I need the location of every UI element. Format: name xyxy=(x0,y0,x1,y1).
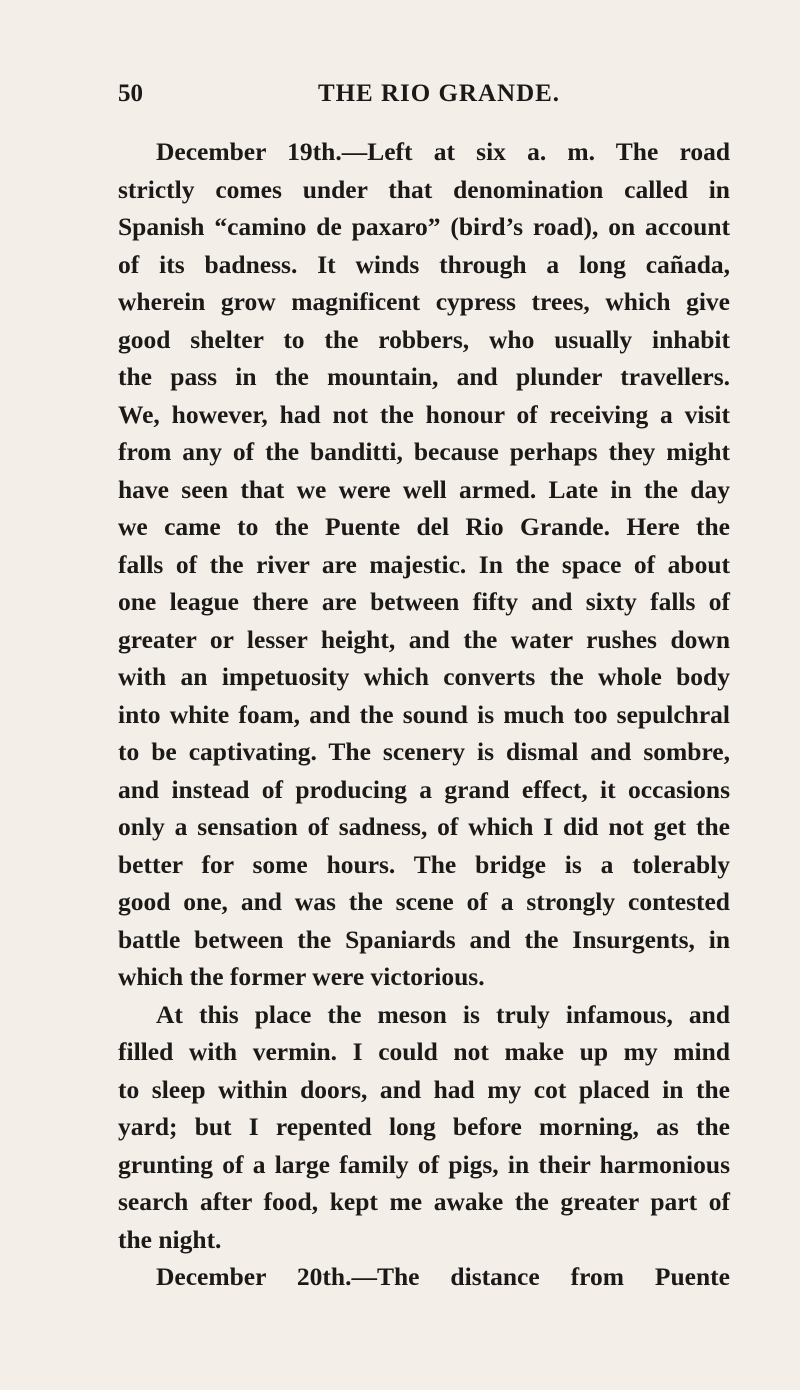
text-line: wherein grow magnificent cypress trees, which give xyxy=(118,287,730,316)
text-line: better for some hours. The bridge is a tolerably xyxy=(118,849,730,879)
text-line: from any of the banditti, because perhaps they might xyxy=(118,437,730,466)
text-line: December 19th.—Left at six a. m. The road xyxy=(156,137,730,166)
text-line: the pass in the mountain, and plunder travellers. xyxy=(118,362,730,391)
text-line: good shelter to the robbers, who usually inhabit xyxy=(118,324,730,354)
text-line: December 20th.—The distance from Puente xyxy=(156,1262,730,1291)
text-line: At this place the meson is truly infamous, and xyxy=(156,999,730,1029)
text-line: We, however, had not the honour of receiving a visit xyxy=(118,399,730,429)
text-line: have seen that we were well armed. Late in the day xyxy=(118,474,730,504)
text-line: only a sensation of sadness, of which I did not get the xyxy=(118,812,730,841)
text-line: strictly comes under that denomination called in xyxy=(118,174,730,204)
text-line: to sleep within doors, and had my cot placed in the xyxy=(118,1074,730,1104)
text-line: the night. xyxy=(118,1224,222,1254)
text-line: good one, and was the scene of a strongly contested xyxy=(118,887,730,916)
running-header xyxy=(118,80,730,120)
text-line: battle between the Spaniards and the Insurgents, in xyxy=(118,924,730,954)
text-line: yard; but I repented long before morning, as the xyxy=(118,1112,730,1141)
text-line: we came to the Puente del Rio Grande. Here the xyxy=(118,512,730,541)
text-line: Spanish “camino de paxaro” (bird’s road), on account xyxy=(118,212,730,241)
text-line: into white foam, and the sound is much too sepulchral xyxy=(118,699,730,729)
text-line: greater or lesser height, and the water rushes down xyxy=(118,624,730,654)
text-line: one league there are between fifty and sixty falls of xyxy=(118,587,730,616)
text-line: to be captivating. The scenery is dismal and sombre, xyxy=(118,737,730,766)
text-line: search after food, kept me awake the greater part of xyxy=(118,1187,730,1216)
text-line: falls of the river are majestic. In the space of about xyxy=(118,549,730,579)
text-line: grunting of a large family of pigs, in their harmonious xyxy=(118,1149,730,1179)
text-line: filled with vermin. I could not make up my mind xyxy=(118,1037,730,1066)
text-line: which the former were victorious. xyxy=(118,962,485,991)
text-line: with an impetuosity which converts the whole body xyxy=(118,662,730,691)
page-number: 50 xyxy=(118,80,143,107)
running-title: THE RIO GRANDE. xyxy=(317,80,561,107)
text-line: and instead of producing a grand effect, it occasions xyxy=(118,774,730,804)
text-line: of its badness. It winds through a long cañada, xyxy=(118,249,730,279)
body-text xyxy=(118,133,730,1296)
